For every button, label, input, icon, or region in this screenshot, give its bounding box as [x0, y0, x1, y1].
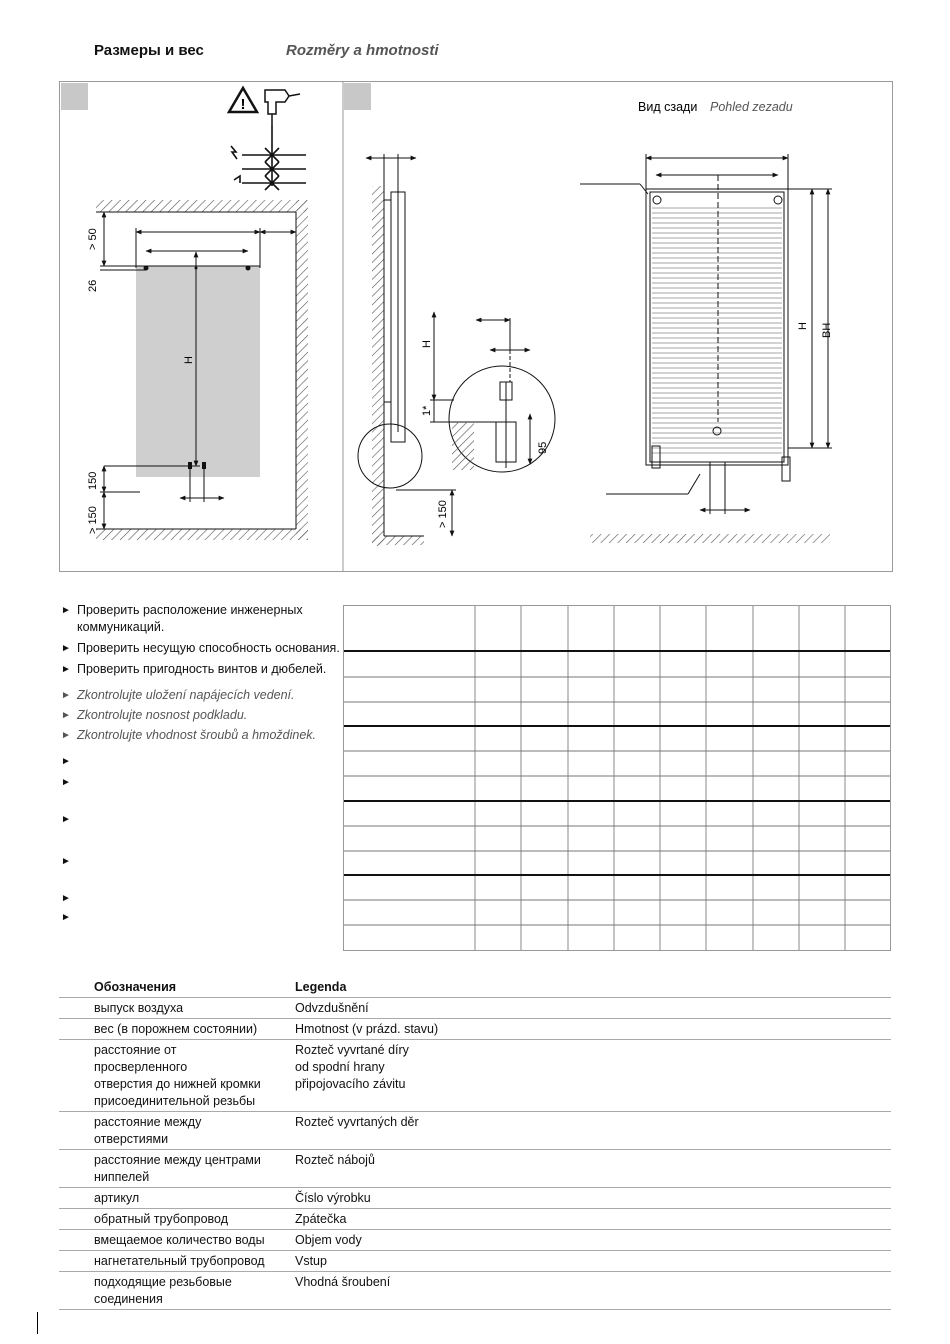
- radiator-outline: [136, 266, 260, 477]
- legend-term-cz: [295, 1232, 891, 1249]
- legend-text: отверстиями: [94, 1132, 169, 1146]
- arrow-right-icon: ►: [61, 912, 71, 923]
- dimension-figure: [59, 81, 893, 572]
- arrow-right-icon: ►: [61, 605, 71, 616]
- legend-row: [59, 998, 891, 1019]
- view-label-ru: Вид сзади: [638, 100, 698, 114]
- dim-1star: 1*: [421, 405, 433, 416]
- empty-bullet: [61, 853, 346, 870]
- legend-term-cz: [295, 1274, 891, 1308]
- instruction-item: ► Zkontrolujte vhodnost šroubů a hmoždinek.: [61, 728, 317, 742]
- legend-term-ru: [59, 1211, 295, 1228]
- legend-term-cz: [295, 1114, 891, 1148]
- legend-text: Rozteč vyvrtané díry: [295, 1043, 409, 1057]
- legend-row: [59, 1019, 891, 1040]
- dimension-drawing: [60, 82, 892, 571]
- dim-26: 26: [87, 279, 99, 292]
- legend-term-cz: [295, 1000, 891, 1017]
- legend-text: отверстия до нижней кромки: [94, 1077, 261, 1091]
- legend-text: просверленного: [94, 1060, 188, 1074]
- legend-text: ниппелей: [94, 1170, 150, 1184]
- arrow-right-icon: ►: [61, 777, 71, 788]
- legend-text: присоединительной резьбы: [94, 1094, 256, 1108]
- instruction-item: ► Zkontrolujte nosnost podkladu.: [61, 708, 248, 722]
- panel-1-tab: [61, 83, 88, 110]
- legend-text: вмещаемое количество воды: [94, 1233, 265, 1247]
- instruction-item: ► Проверить расположение инженерных коммуникаций.: [61, 603, 303, 634]
- legend-text: нагнетательный трубопровод: [94, 1254, 265, 1268]
- arrow-right-icon: ►: [61, 856, 71, 867]
- dim-h-side: H: [421, 340, 433, 348]
- arrow-right-icon: ►: [61, 643, 71, 654]
- arrow-right-icon: ►: [61, 893, 71, 904]
- dim-bh: BH: [821, 322, 833, 338]
- empty-bullet: [61, 774, 346, 791]
- arrow-right-icon: ►: [61, 756, 71, 767]
- legend-row: [59, 1209, 891, 1230]
- instructions: [61, 602, 346, 926]
- empty-bullet: [61, 753, 346, 770]
- legend-text: вес (в порожнем состоянии): [94, 1022, 258, 1036]
- instruction-item: ► Zkontrolujte uložení napájecích vedení.: [61, 688, 295, 702]
- legend-term-cz: [295, 1211, 891, 1228]
- legend-text: расстояние между центрами: [94, 1153, 261, 1167]
- legend-row: [59, 1251, 891, 1272]
- legend-text: Rozteč nábojů: [295, 1153, 375, 1167]
- dim-95: 95: [537, 441, 549, 454]
- legend-term-ru: [59, 1000, 295, 1017]
- arrow-right-icon: ►: [61, 690, 71, 701]
- legend-table: [59, 977, 891, 1310]
- legend-row: [59, 1040, 891, 1112]
- legend-term-ru: [59, 1152, 295, 1186]
- page-margin-mark: [37, 1312, 38, 1334]
- page-title-ru: Размеры и вес: [94, 42, 204, 59]
- arrow-right-icon: ►: [61, 710, 71, 721]
- legend-term-ru: [59, 1274, 295, 1308]
- dim-150: 150: [87, 471, 99, 490]
- view-label-cz: Pohled zezadu: [710, 100, 793, 114]
- legend-term-cz: [295, 1253, 891, 1270]
- utility-lines-icon: [231, 126, 306, 190]
- panel-2-tab: [344, 83, 371, 110]
- warning-icon: [229, 88, 257, 113]
- svg-text:!: !: [240, 96, 246, 113]
- legend-text: обратный трубопровод: [94, 1212, 228, 1226]
- legend-row: [59, 1112, 891, 1150]
- arrow-right-icon: ►: [61, 814, 71, 825]
- legend-text: выпуск воздуха: [94, 1001, 184, 1015]
- legend-header-ru: Обозначения: [94, 980, 177, 994]
- legend-text: Zpátečka: [295, 1212, 347, 1226]
- data-table: [343, 605, 891, 951]
- legend-row: [59, 1188, 891, 1209]
- legend-term-ru: [59, 1042, 295, 1110]
- dim-gt150-side: > 150: [437, 500, 449, 528]
- arrow-right-icon: ►: [61, 664, 71, 675]
- legend-text: Objem vody: [295, 1233, 362, 1247]
- legend-text: расстояние от: [94, 1043, 177, 1057]
- legend-text: Vstup: [295, 1254, 327, 1268]
- arrow-right-icon: ►: [61, 730, 71, 741]
- legend-header: [59, 977, 891, 998]
- legend-text: od spodní hrany: [295, 1060, 385, 1074]
- legend-text: Hmotnost (v prázd. stavu): [295, 1022, 439, 1036]
- legend-term-cz: [295, 1152, 891, 1186]
- legend-text: Číslo výrobku: [295, 1191, 371, 1205]
- legend-term-cz: [295, 1021, 891, 1038]
- dim-h-rear: H: [797, 322, 809, 330]
- legend-text: Vhodná šroubení: [295, 1275, 391, 1289]
- legend-text: Odvzdušnění: [295, 1001, 369, 1015]
- legend-term-ru: [59, 1232, 295, 1249]
- page-title-cz: Rozměry a hmotnosti: [286, 42, 439, 59]
- empty-bullet: [61, 890, 346, 907]
- legend-text: соединения: [94, 1292, 163, 1306]
- dim-h: H: [183, 356, 195, 364]
- legend-text: подходящие резьбовые: [94, 1275, 232, 1289]
- legend-term-ru: [59, 1253, 295, 1270]
- legend-term-cz: [295, 1042, 891, 1110]
- data-table-grid: [344, 606, 890, 950]
- rear-radiator: [646, 189, 788, 465]
- instruction-item: ► Проверить пригодность винтов и дюбелей.: [61, 662, 327, 676]
- drill-icon: [265, 90, 300, 126]
- legend-text: Rozteč vyvrtaných děr: [295, 1115, 419, 1129]
- legend-header-cz: Legenda: [295, 980, 347, 994]
- legend-term-cz: [295, 1190, 891, 1207]
- empty-bullet: [61, 909, 346, 926]
- legend-text: артикул: [94, 1191, 140, 1205]
- dim-gt150: > 150: [87, 506, 99, 534]
- empty-bullet: [61, 811, 346, 828]
- legend-text: připojovacího závitu: [295, 1077, 406, 1091]
- legend-text: расстояние между: [94, 1115, 202, 1129]
- dim-gt50: > 50: [87, 228, 99, 250]
- legend-term-ru: [59, 1021, 295, 1038]
- legend-row: [59, 1230, 891, 1251]
- legend-row: [59, 1150, 891, 1188]
- floor-hatch: [590, 534, 830, 543]
- instruction-item: ► Проверить несущую способность основания.: [61, 641, 340, 655]
- legend-row: [59, 1272, 891, 1310]
- legend-term-ru: [59, 1114, 295, 1148]
- legend-term-ru: [59, 1190, 295, 1207]
